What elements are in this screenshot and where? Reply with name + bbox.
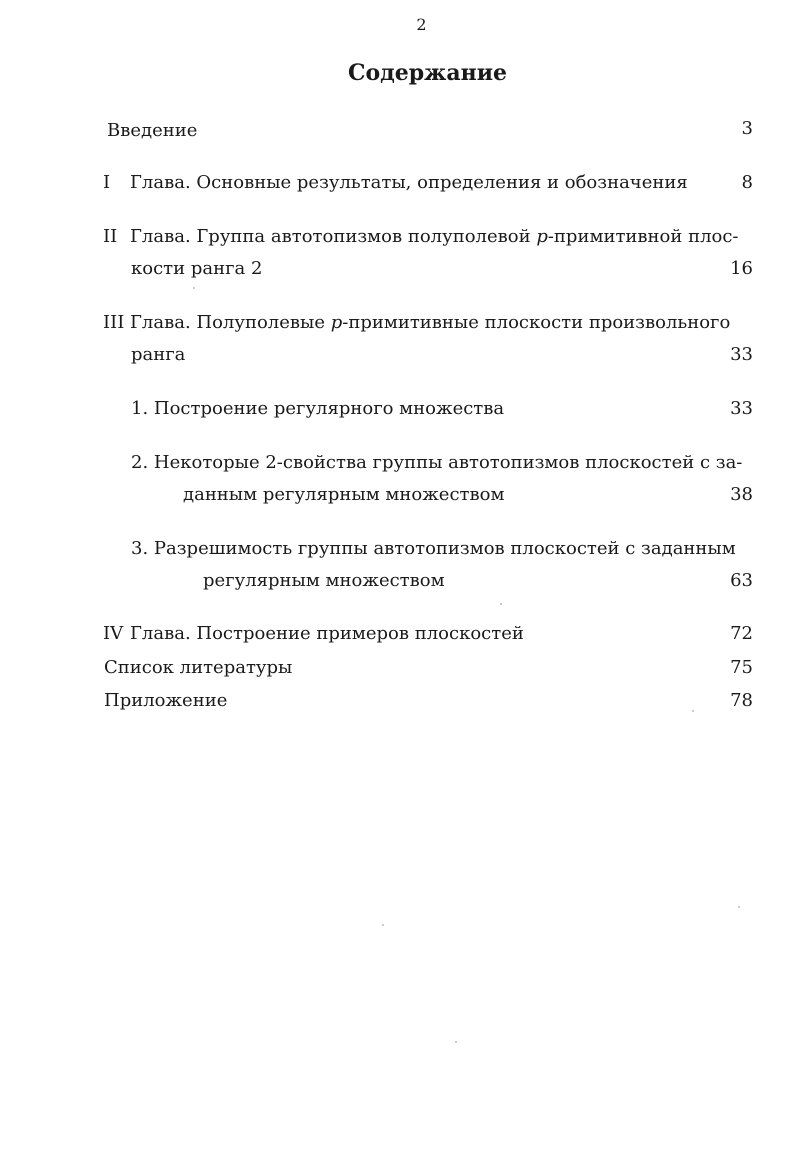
toc-entry-appendix[interactable]	[104, 689, 227, 713]
toc-entry-label: Приложение	[104, 690, 228, 711]
toc-entry-chapter-2-line-2	[131, 257, 262, 281]
toc-entry-label: Глава. Основные результаты, определения и обозначения	[130, 172, 688, 193]
toc-entry-chapter-3-line-2	[131, 343, 185, 367]
toc-entry-section-3[interactable]	[131, 537, 736, 561]
toc-page-number: 63	[730, 570, 753, 591]
toc-entry-label: данным регулярным множеством	[183, 484, 505, 505]
chapter-numeral: II	[103, 226, 118, 247]
toc-entry-introduction[interactable]	[107, 119, 197, 143]
toc-entry-label: Глава. Построение примеров плоскостей	[130, 623, 524, 644]
toc-entry-label-continued: -примитивной плос-	[547, 226, 739, 247]
toc-entry-label: Глава. Группа автотопизмов полуполевой	[130, 226, 537, 247]
toc-page-number: 3	[741, 118, 753, 139]
toc-entry-label: Глава. Полуполевые	[130, 312, 331, 333]
math-variable-p: p	[330, 312, 343, 333]
chapter-numeral: IV	[103, 623, 124, 644]
toc-entry-section-3-line-2	[203, 569, 445, 593]
toc-entry-label: Список литературы	[104, 657, 293, 678]
toc-entry-references[interactable]	[104, 656, 292, 680]
toc-entry-label: 2. Некоторые 2-свойства группы автотопизмов плоскостей с за-	[131, 452, 743, 473]
toc-entry-section-2[interactable]	[131, 451, 742, 475]
chapter-numeral: I	[103, 172, 111, 193]
toc-entry-chapter-4[interactable]	[103, 622, 524, 646]
toc-entry-label-continued: -примитивные плоскости произвольного	[342, 312, 731, 333]
scan-speck	[692, 710, 694, 712]
toc-page-number: 16	[730, 258, 753, 279]
toc-entry-section-1[interactable]	[131, 397, 504, 421]
toc-entry-label: 1. Построение регулярного множества	[131, 398, 505, 419]
toc-entry-chapter-2[interactable]	[103, 225, 739, 249]
toc-entry-label: 3. Разрешимость группы автотопизмов плоскостей с заданным	[131, 538, 736, 559]
page-number: 2	[416, 15, 427, 34]
page-title: Содержание	[347, 60, 508, 86]
scan-speck	[382, 924, 384, 926]
scan-speck	[738, 906, 740, 908]
toc-page-number: 33	[730, 344, 753, 365]
toc-page-number: 72	[730, 623, 753, 644]
toc-entry-label: кости ранга 2	[131, 258, 263, 279]
math-variable-p: p	[536, 226, 548, 247]
toc-entry-label: регулярным множеством	[203, 570, 445, 591]
toc-entry-label: Введение	[107, 120, 198, 141]
toc-entry-chapter-3[interactable]	[103, 311, 730, 335]
chapter-numeral: III	[103, 312, 125, 333]
scan-speck	[455, 1041, 457, 1043]
toc-entry-section-2-line-2	[183, 483, 504, 507]
toc-entry-chapter-1[interactable]	[103, 171, 688, 195]
scan-speck	[500, 603, 502, 605]
toc-page-number: 75	[730, 657, 753, 678]
toc-page-number: 38	[730, 484, 753, 505]
toc-page-number: 33	[730, 398, 753, 419]
toc-entry-label: ранга	[131, 344, 186, 365]
toc-page-number: 8	[741, 172, 753, 193]
toc-page-number: 78	[730, 690, 753, 711]
scan-speck	[193, 287, 195, 289]
